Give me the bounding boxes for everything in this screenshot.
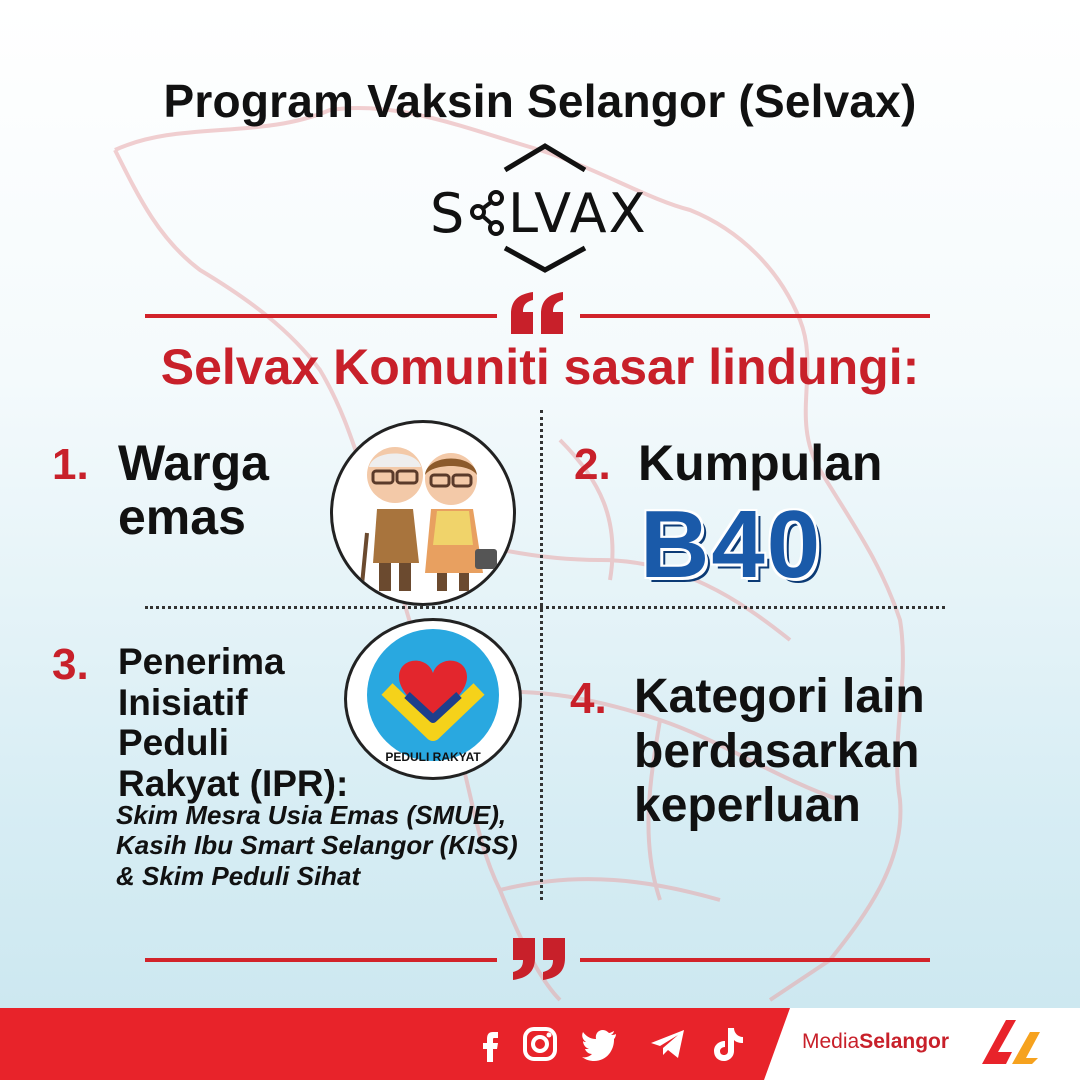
item-4-line-1: Kategori lain	[634, 670, 925, 723]
item-3-number: 3.	[52, 640, 89, 689]
selvax-logo	[410, 140, 680, 280]
item-3-line-4: Rakyat (IPR):	[118, 763, 349, 805]
section-subheading: Selvax Komuniti sasar lindungi:	[160, 339, 920, 395]
brand-selangor-text: Selangor	[859, 1030, 950, 1053]
instagram-icon[interactable]	[520, 1024, 560, 1064]
item-3-subtext: Skim Mesra Usia Emas (SMUE), Kasih Ibu Smart Selangor (KISS) & Skim Peduli Sihat	[116, 800, 518, 891]
top-divider-right	[580, 314, 930, 318]
item-4-number: 4.	[570, 674, 607, 723]
bottom-divider-left	[145, 958, 497, 962]
twitter-icon[interactable]	[580, 1024, 620, 1064]
item-3-line-2: Inisiatif	[118, 681, 248, 723]
peduli-rakyat-heart-icon	[347, 621, 519, 777]
item-1-label	[118, 436, 269, 544]
item-4-line-3: keperluan	[634, 779, 861, 833]
item-3-label	[118, 642, 348, 805]
open-quote-icon	[507, 290, 567, 336]
elderly-couple-icon	[333, 423, 513, 603]
elderly-couple-illustration	[330, 420, 516, 606]
horizontal-dotted-divider	[145, 606, 945, 609]
b40-highlight: B40	[640, 491, 823, 598]
item-4-label	[634, 670, 925, 834]
peduli-rakyat-logo-text: PEDULI RAKYAT	[385, 750, 481, 764]
page-title: Program Vaksin Selangor (Selvax)	[163, 75, 917, 127]
svg-text:LVAX: LVAX	[508, 182, 648, 245]
brand-media-text: Media	[802, 1030, 860, 1053]
media-selangor-brand	[802, 1030, 949, 1054]
item-1-number: 1.	[52, 440, 89, 489]
item-3-line-1: Penerima	[118, 641, 285, 682]
tiktok-icon[interactable]	[708, 1024, 748, 1064]
item-3-line-3: Peduli	[118, 722, 230, 764]
top-divider-left	[145, 314, 497, 318]
media-selangor-logo-icon	[968, 1014, 1048, 1070]
item-1-line-2: emas	[118, 489, 246, 545]
close-quote-icon	[509, 936, 569, 982]
vertical-dotted-divider	[540, 410, 543, 900]
item-4-line-2: berdasarkan	[634, 724, 920, 778]
svg-text:S: S	[430, 182, 465, 245]
telegram-icon[interactable]	[648, 1024, 688, 1064]
selvax-shield-logo-icon	[410, 140, 680, 280]
item-1-line-1: Warga	[118, 435, 269, 491]
item-2-label: Kumpulan	[638, 435, 883, 491]
facebook-icon[interactable]	[470, 1024, 510, 1064]
item-2-number: 2.	[574, 440, 611, 489]
peduli-rakyat-logo	[344, 618, 522, 780]
bottom-divider-right	[580, 958, 930, 962]
